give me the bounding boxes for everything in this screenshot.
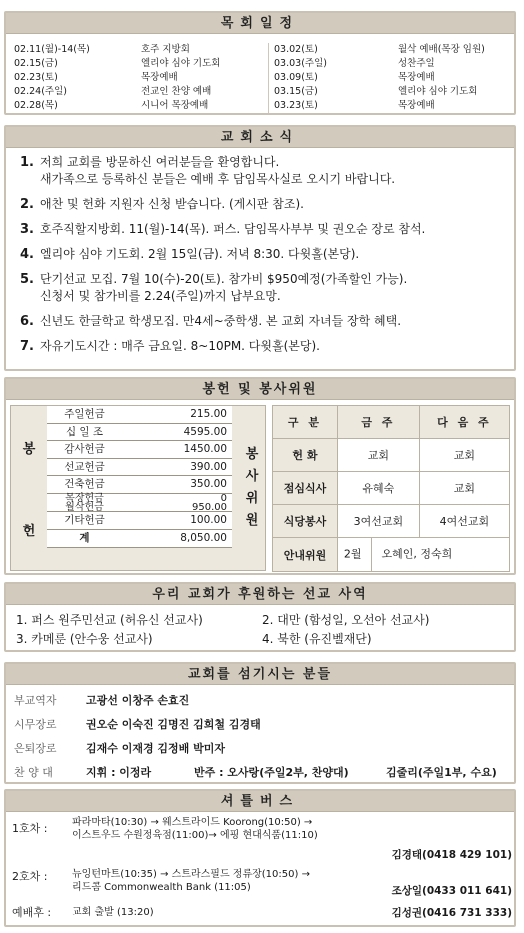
news-line: 자유기도시간 : 매주 금요일. 8~10PM. 다윗홀(본당). <box>40 339 320 353</box>
offering-title: 봉헌 및 봉사위원 <box>6 379 514 400</box>
news-number: 6. <box>20 314 34 329</box>
usher-row <box>273 538 510 572</box>
usher-cell <box>337 538 509 572</box>
service-side-char: 사 <box>245 469 259 484</box>
mission-title: 우리 교회가 후원하는 선교 사역 <box>6 584 514 605</box>
schedule-row <box>12 85 512 99</box>
service-side-char: 원 <box>245 513 259 528</box>
servants-names: 권오순 이숙진 김명진 김희철 김경태 <box>86 718 261 731</box>
service-role: 점심식사 <box>273 472 338 505</box>
bus-2-label: 2호차 : <box>12 870 48 883</box>
offering-label: 선교헌금 <box>64 460 105 473</box>
offering-amount: 4595.00 <box>183 425 227 438</box>
service-side-label <box>237 406 267 570</box>
offering-amount: 350.00 <box>190 478 227 491</box>
mission-grid <box>16 611 506 649</box>
schedule-date: 03.15(금) <box>274 86 318 97</box>
schedule-date: 03.03(주일) <box>274 58 327 69</box>
offering-label: 감사헌금 <box>64 443 105 456</box>
service-header: 금 주 <box>337 406 419 439</box>
bus-1-route <box>72 816 318 842</box>
after-service-driver: 김성권(0416 731 333) <box>391 907 512 919</box>
service-role: 식당봉사 <box>273 505 338 538</box>
offering-side-top: 봉 <box>22 441 36 457</box>
route-line: 리드콤 Commonwealth Bank (11:05) <box>72 882 251 893</box>
news-number: 2. <box>20 197 34 212</box>
service-next-week: 교회 <box>419 472 509 505</box>
schedule-event: 엘리야 심야 기도회 <box>141 58 221 69</box>
bus-2-driver: 조상일(0433 011 641) <box>391 885 512 897</box>
schedule-event: 월삭 예배(목장 임원) <box>398 44 485 55</box>
mission-item: 4. 북한 (유진벨재단) <box>262 632 372 646</box>
mission-item: 1. 퍼스 원주민선교 (허유신 선교사) <box>16 613 203 627</box>
offering-amount: 1450.00 <box>183 443 227 456</box>
mission-row <box>16 630 506 649</box>
news-number: 4. <box>20 247 34 262</box>
service-row <box>273 505 510 538</box>
after-service-bus <box>12 902 512 924</box>
service-row <box>273 472 510 505</box>
news-item <box>20 221 510 238</box>
choir-row <box>14 761 510 785</box>
service-header-row <box>273 406 510 439</box>
route-line: 뉴잉턴마트(10:35) → 스트라스필드 정류장(10:50) → <box>72 869 310 880</box>
news-item <box>20 246 510 263</box>
offering-amount: 215.00 <box>190 408 227 420</box>
after-service-route: 교회 출발 (13:20) <box>72 907 154 918</box>
offering-amount: 0 <box>220 492 227 504</box>
schedule-row <box>12 43 512 57</box>
offering-label: 십 일 조 <box>65 425 104 438</box>
offering-amount: 390.00 <box>190 460 227 473</box>
news-item <box>20 196 510 213</box>
mission-section <box>4 582 516 652</box>
offering-label: 월삭헌금 <box>65 501 104 513</box>
schedule-date: 02.24(주일) <box>14 86 67 97</box>
servants-names: 김재수 이재경 김정배 박미자 <box>86 742 225 755</box>
schedule-event: 성찬주일 <box>398 58 435 69</box>
offering-label: 주일헌금 <box>64 408 105 420</box>
news-item <box>20 313 510 330</box>
schedule-date: 02.15(금) <box>14 58 58 69</box>
servants-role: 부교역자 <box>14 694 57 707</box>
news-list <box>20 154 510 363</box>
schedule-date: 03.09(토) <box>274 72 318 83</box>
schedule-event: 목장예배 <box>141 72 178 83</box>
service-row <box>273 439 510 472</box>
route-line: 파라마타(10:30) → 웨스트라이드 Koorong(10:50) → <box>72 817 313 828</box>
schedule-row <box>12 71 512 85</box>
mission-item: 3. 카메룬 (안수웅 선교사) <box>16 632 153 646</box>
servants-role: 은퇴장로 <box>14 742 57 755</box>
choir-role: 찬 양 대 <box>14 766 53 779</box>
offering-total-row <box>47 530 232 548</box>
news-item <box>20 154 510 188</box>
usher-divider <box>371 538 372 571</box>
service-this-week: 교회 <box>337 439 419 472</box>
news-line: 호주직할지방회. 11(월)-14(목). 퍼스. 담임목사부부 및 권오순 장로 참석. <box>40 222 426 236</box>
news-line: 엘리야 심야 기도회. 2월 15일(금). 저녁 8:30. 다윗홀(본당). <box>40 247 360 261</box>
choir-conductor: 지휘 : 이정라 <box>86 766 152 779</box>
offering-total-label: 계 <box>79 531 90 544</box>
schedule-event: 엘리야 심야 기도회 <box>398 86 478 97</box>
service-next-week: 4여선교회 <box>419 505 509 538</box>
service-this-week: 유혜숙 <box>337 472 419 505</box>
offering-row <box>47 494 232 512</box>
schedule-grid <box>12 43 512 113</box>
offering-table-box <box>10 405 266 571</box>
schedule-row <box>12 99 512 113</box>
offering-row <box>47 406 232 424</box>
bus-2-route <box>72 868 310 894</box>
servants-row <box>14 737 510 761</box>
servants-role: 시무장로 <box>14 718 57 731</box>
news-title: 교회소식 <box>6 127 514 148</box>
shuttle-section <box>4 789 516 927</box>
service-table-box <box>272 405 510 571</box>
offering-row <box>47 424 232 442</box>
schedule-date: 03.02(토) <box>274 44 318 55</box>
offering-row <box>47 441 232 459</box>
schedule-title: 목회일정 <box>6 13 514 34</box>
service-header: 다 음 주 <box>419 406 509 439</box>
service-this-week: 3여선교회 <box>337 505 419 538</box>
servants-title: 교회를 섬기시는 분들 <box>6 664 514 685</box>
usher-names: 오혜인, 정숙희 <box>381 547 453 561</box>
servants-names: 고광선 이창주 손효진 <box>86 694 190 707</box>
shuttle-title: 셔틀버스 <box>6 791 514 812</box>
servants-row <box>14 713 510 737</box>
schedule-row <box>12 57 512 71</box>
route-line: 이스트우드 수원정육점(11:00)→ 에핑 현대식품(11:10) <box>72 830 318 841</box>
news-line: 단기선교 모집. 7월 10(수)-20(토). 참가비 $950예정(가족할인 가능). <box>40 272 408 286</box>
schedule-event: 목장예배 <box>398 72 435 83</box>
schedule-event: 호주 지방회 <box>141 44 190 55</box>
schedule-section <box>4 11 516 115</box>
news-item <box>20 338 510 355</box>
offering-table <box>47 406 232 548</box>
offering-side-label <box>11 406 47 570</box>
offering-total-amount: 8,050.00 <box>180 531 227 544</box>
offering-amount: 100.00 <box>190 513 227 526</box>
news-section <box>4 125 516 371</box>
offering-label: 건축헌금 <box>64 478 105 491</box>
choir-accompanist: 반주 : 오사랑(주일2부, 찬양대) <box>194 766 349 779</box>
schedule-event: 전교인 찬양 예배 <box>141 86 212 97</box>
service-side-char: 봉 <box>245 447 259 462</box>
offering-label: 목장헌금 <box>65 492 104 504</box>
news-number: 7. <box>20 339 34 354</box>
bus-1-label: 1호차 : <box>12 822 48 835</box>
schedule-event: 목장예배 <box>398 100 435 111</box>
service-header: 구 분 <box>273 406 338 439</box>
offering-label: 기타헌금 <box>64 513 105 526</box>
bus-2 <box>12 864 512 902</box>
shuttle-body <box>12 816 512 924</box>
schedule-date: 03.23(토) <box>274 100 318 111</box>
schedule-event: 시니어 목장예배 <box>141 100 209 111</box>
news-line: 저희 교회를 방문하신 여러분들을 환영합니다. <box>40 155 280 169</box>
offering-row <box>47 476 232 494</box>
service-side-char: 위 <box>245 491 259 506</box>
schedule-date: 02.11(월)-14(목) <box>14 44 90 55</box>
offering-side-bottom: 헌 <box>22 523 36 539</box>
schedule-date: 02.28(목) <box>14 100 58 111</box>
news-line: 신청서 및 참가비를 2.24(주일)까지 납부요망. <box>40 289 281 303</box>
mission-row <box>16 611 506 630</box>
service-table <box>272 405 510 572</box>
servants-row <box>14 689 510 713</box>
mission-item: 2. 대만 (함성일, 오선아 선교사) <box>262 613 430 627</box>
service-next-week: 교회 <box>419 439 509 472</box>
offering-amount: 950.00 <box>192 501 227 513</box>
after-service-label: 예배후 : <box>12 906 52 919</box>
offering-row <box>47 459 232 477</box>
servants-list <box>14 689 510 785</box>
servants-section <box>4 662 516 784</box>
news-line: 애찬 및 헌화 지원자 신청 받습니다. (게시판 참조). <box>40 197 304 211</box>
news-item <box>20 271 510 305</box>
news-line: 신년도 한글학교 학생모집. 만4세~중학생. 본 교회 자녀들 장학 혜택. <box>40 314 402 328</box>
news-number: 5. <box>20 272 34 287</box>
usher-role: 안내위원 <box>273 538 338 572</box>
bus-1-driver: 김경태(0418 429 101) <box>391 849 512 861</box>
schedule-date: 02.23(토) <box>14 72 58 83</box>
choir-accompanist-2: 김줄리(주일1부, 수요) <box>386 766 497 779</box>
news-number: 3. <box>20 222 34 237</box>
usher-group: 2월 <box>343 547 362 561</box>
offering-section <box>4 377 516 575</box>
offering-row <box>47 512 232 530</box>
bus-1 <box>12 816 512 864</box>
news-line: 새가족으로 등록하신 분들은 예배 후 담임목사실로 오시기 바랍니다. <box>40 172 396 186</box>
service-role: 헌 화 <box>273 439 338 472</box>
news-number: 1. <box>20 155 34 170</box>
